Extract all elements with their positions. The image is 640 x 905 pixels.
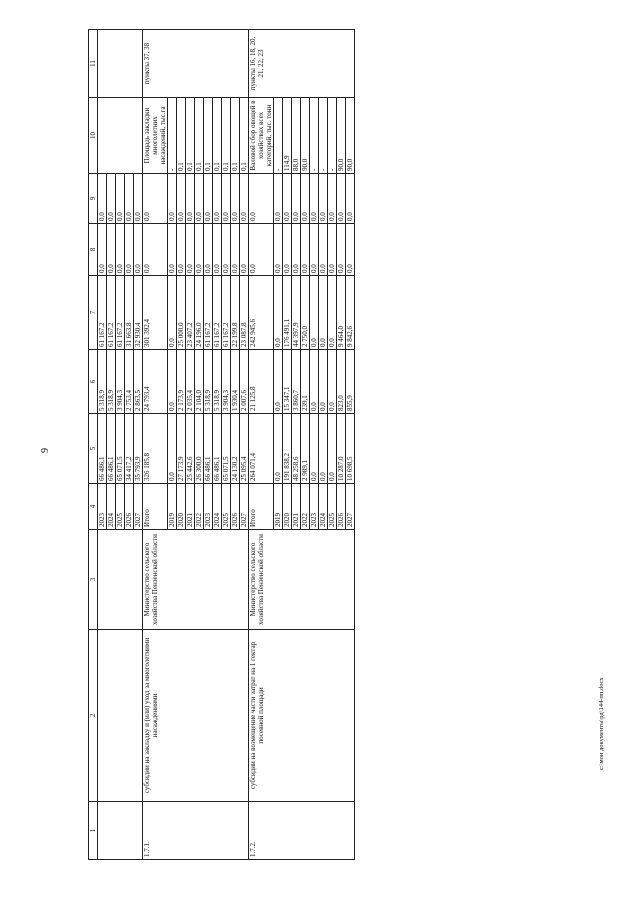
table-cell: - <box>328 98 337 174</box>
table-cell: 2019 <box>274 484 283 530</box>
table-cell: 35 793,9 <box>134 414 143 484</box>
table-cell: 0,0 <box>222 224 231 276</box>
table-cell: 2 035,4 <box>186 350 195 414</box>
table-cell: - <box>168 98 177 174</box>
table-cell: 0,0 <box>98 224 107 276</box>
table-cell: 25 095,4 <box>240 414 249 484</box>
total-cell: 24 793,4 <box>143 350 168 414</box>
table-cell: 26 300,0 <box>195 414 204 484</box>
table-cell: 0,0 <box>328 224 337 276</box>
table-cell: 0,0 <box>177 174 186 224</box>
table-cell: 0,0 <box>319 174 328 224</box>
table-cell: 90,0 <box>301 98 310 174</box>
column-header: 10 <box>89 98 98 174</box>
total-cell: 21 125,8 <box>249 350 274 414</box>
table-cell: 0,0 <box>328 174 337 224</box>
table-cell: 25 000,0 <box>177 276 186 350</box>
table-cell: 0,1 <box>231 98 240 174</box>
table-cell: 5 318,9 <box>213 350 222 414</box>
table-cell: 0,0 <box>134 224 143 276</box>
table-cell: 0,0 <box>337 174 346 224</box>
column-header: 5 <box>89 414 98 484</box>
table-cell: 25 442,6 <box>186 414 195 484</box>
table-cell: 61 167,2 <box>107 276 116 350</box>
table-cell: 3 904,3 <box>222 350 231 414</box>
table-cell: - <box>310 98 319 174</box>
table-cell: 27 173,9 <box>177 414 186 484</box>
table-cell: 114,9 <box>283 98 292 174</box>
table-cell: 0,0 <box>240 224 249 276</box>
table-cell: 2025 <box>328 484 337 530</box>
table-cell: 0,0 <box>177 224 186 276</box>
table-cell: 0,0 <box>134 174 143 224</box>
table-cell: 65 071,5 <box>116 414 125 484</box>
table-cell: 823,0 <box>337 350 346 414</box>
table-cell: 0,0 <box>310 414 319 484</box>
table-cell: 2020 <box>283 484 292 530</box>
footer-path: c:\мои документы\рд\144-пп.docx <box>598 677 605 770</box>
table-cell: 191 838,2 <box>283 414 292 484</box>
table-cell: 0,1 <box>204 98 213 174</box>
executor: Министерство сельского хозяйства Пензенской области <box>143 530 249 630</box>
table-cell: 0,0 <box>319 224 328 276</box>
table-cell: 0,0 <box>319 414 328 484</box>
table-cell: 61 167,2 <box>98 276 107 350</box>
table-cell: 2 753,4 <box>125 350 134 414</box>
table-cell: 2 007,6 <box>240 350 249 414</box>
table-cell: 0,0 <box>301 224 310 276</box>
table-cell: 23 407,2 <box>186 276 195 350</box>
table-cell: 0,0 <box>116 224 125 276</box>
table-cell: 0,0 <box>213 174 222 224</box>
table-cell: 855,9 <box>346 350 355 414</box>
table-cell: 0,0 <box>168 414 177 484</box>
table-cell: 0,0 <box>337 224 346 276</box>
table-cell: 2021 <box>292 484 301 530</box>
column-header: 11 <box>89 30 98 98</box>
item-name: субсидии на возмещение части затрат на 1 гектар посевной площади <box>249 630 355 802</box>
table-cell: 61 167,2 <box>213 276 222 350</box>
table-cell: 0,0 <box>204 224 213 276</box>
table-cell: 0,0 <box>301 174 310 224</box>
table-cell: 0,0 <box>116 174 125 224</box>
column-header: 3 <box>89 530 98 630</box>
table-cell: 24 196,0 <box>195 276 204 350</box>
table-cell: 2026 <box>125 484 134 530</box>
table-cell: 5 318,9 <box>204 350 213 414</box>
table-cell: 2027 <box>134 484 143 530</box>
table-cell: 88,0 <box>292 98 301 174</box>
table-cell: 0,1 <box>195 98 204 174</box>
table-cell: 2022 <box>301 484 310 530</box>
table-cell: 239,1 <box>301 350 310 414</box>
table-cell: 61 167,2 <box>116 276 125 350</box>
table-cell: 0,0 <box>231 224 240 276</box>
header-row <box>89 30 98 860</box>
empty-cell <box>98 98 143 174</box>
column-header: 7 <box>89 276 98 350</box>
table-cell: 5 318,9 <box>98 350 107 414</box>
table-cell: 0,1 <box>177 98 186 174</box>
table-cell: 0,0 <box>213 224 222 276</box>
column-header: 1 <box>89 802 98 860</box>
table-cell: 0,0 <box>195 224 204 276</box>
empty-cell <box>98 30 143 98</box>
table-cell: 0,0 <box>186 224 195 276</box>
table-cell: 0,0 <box>274 276 283 350</box>
table-cell: 0,0 <box>319 276 328 350</box>
table-cell: 32 930,4 <box>134 276 143 350</box>
table-cell: 0,0 <box>328 350 337 414</box>
table-cell: 0,0 <box>274 350 283 414</box>
table-cell: 2024 <box>319 484 328 530</box>
table-cell: 90,0 <box>337 98 346 174</box>
table-cell: 0,0 <box>107 224 116 276</box>
table-cell: 2025 <box>116 484 125 530</box>
column-header: 2 <box>89 630 98 802</box>
table-cell: 0,0 <box>328 276 337 350</box>
table-cell: - <box>274 98 283 174</box>
table-cell: 0,0 <box>195 174 204 224</box>
table-cell: 0,0 <box>328 414 337 484</box>
table-cell: 48 258,6 <box>292 414 301 484</box>
table-cell: 0,0 <box>168 174 177 224</box>
table-cell: 23 087,8 <box>240 276 249 350</box>
table-cell: 0,1 <box>213 98 222 174</box>
table-cell: 0,0 <box>274 224 283 276</box>
table-cell: 66 486,1 <box>213 414 222 484</box>
table-cell: 2 173,9 <box>177 350 186 414</box>
table-cell: 0,0 <box>125 174 134 224</box>
table-cell: 65 071,5 <box>222 414 231 484</box>
table-cell: 0,0 <box>125 224 134 276</box>
table-cell: 0,0 <box>204 174 213 224</box>
total-row <box>143 30 168 860</box>
table-cell: 2020 <box>177 484 186 530</box>
total-cell: 0,0 <box>143 224 168 276</box>
table-cell: 0,1 <box>222 98 231 174</box>
empty-cell <box>98 630 143 802</box>
table-cell: 0,0 <box>168 350 177 414</box>
total-cell: 0,0 <box>143 174 168 224</box>
table-cell: 1 930,4 <box>231 350 240 414</box>
table-cell: 0,0 <box>283 224 292 276</box>
table-cell: 3 904,3 <box>116 350 125 414</box>
table-cell: 2024 <box>107 484 116 530</box>
table-cell: 0,0 <box>319 350 328 414</box>
table-cell: 9 464,0 <box>337 276 346 350</box>
table-cell: 34 417,2 <box>125 414 134 484</box>
total-cell: 0,0 <box>249 174 274 224</box>
table-cell: 24 130,2 <box>231 414 240 484</box>
table-cell: 31 663,8 <box>125 276 134 350</box>
table-cell: 3 860,7 <box>292 350 301 414</box>
program-table <box>88 29 355 860</box>
table-cell: 0,0 <box>240 174 249 224</box>
table-cell: 2026 <box>231 484 240 530</box>
table-cell: 2027 <box>346 484 355 530</box>
indicator-name: Площадь закладки многолетних насаждений, тыс.га <box>143 98 168 174</box>
table-cell: 0,0 <box>346 224 355 276</box>
table-cell: 176 491,1 <box>283 276 292 350</box>
rotated-table-container <box>88 30 548 860</box>
table-cell: - <box>319 98 328 174</box>
table-cell: 2023 <box>204 484 213 530</box>
total-cell: 0,0 <box>249 224 274 276</box>
table-cell: 9 842,6 <box>346 276 355 350</box>
table-cell: 0,0 <box>310 276 319 350</box>
table-cell: 0,0 <box>98 174 107 224</box>
table-cell: 66 486,1 <box>204 414 213 484</box>
table-cell: 0,1 <box>186 98 195 174</box>
table-cell: 2025 <box>222 484 231 530</box>
table-cell: 2 989,1 <box>301 414 310 484</box>
table-cell: 2023 <box>310 484 319 530</box>
table-cell: 2 863,5 <box>134 350 143 414</box>
empty-cell <box>98 530 143 630</box>
table-cell: 0,0 <box>274 174 283 224</box>
column-header: 6 <box>89 350 98 414</box>
item-number: 1.7.2. <box>249 802 355 860</box>
table-cell: 0,0 <box>168 276 177 350</box>
column-header: 9 <box>89 174 98 224</box>
table-cell: 0,0 <box>346 174 355 224</box>
table-cell: 61 167,2 <box>204 276 213 350</box>
table-cell: 0,0 <box>292 224 301 276</box>
total-cell: Итого <box>249 484 274 530</box>
total-cell: 264 071,4 <box>249 414 274 484</box>
total-cell: Итого <box>143 484 168 530</box>
table-cell: 0,0 <box>310 350 319 414</box>
table-cell: 2027 <box>240 484 249 530</box>
table-row <box>98 30 107 860</box>
total-cell: 301 392,4 <box>143 276 168 350</box>
table-cell: 66 486,1 <box>107 414 116 484</box>
column-header: 8 <box>89 224 98 276</box>
table-cell: 2 104,0 <box>195 350 204 414</box>
table-cell: 0,0 <box>107 174 116 224</box>
points-ref: пункты 16, 18, 20, 21, 22, 23 <box>249 30 355 98</box>
table-cell: 2 750,0 <box>301 276 310 350</box>
table-body <box>89 30 355 860</box>
table-cell: 0,0 <box>310 174 319 224</box>
empty-cell <box>98 802 143 860</box>
table-cell: 2024 <box>213 484 222 530</box>
table-cell: 61 167,2 <box>222 276 231 350</box>
column-header: 4 <box>89 484 98 530</box>
table-cell: 0,1 <box>240 98 249 174</box>
total-cell: 326 185,8 <box>143 414 168 484</box>
table-cell: 44 397,9 <box>292 276 301 350</box>
table-cell: 2023 <box>98 484 107 530</box>
table-cell: 0,0 <box>274 414 283 484</box>
table-cell: 0,0 <box>186 174 195 224</box>
table-cell: 15 347,1 <box>283 350 292 414</box>
total-cell: 242 945,6 <box>249 276 274 350</box>
table-cell: 2019 <box>168 484 177 530</box>
page-number: 9 <box>40 448 51 453</box>
points-ref: пункты 37, 38 <box>143 30 249 98</box>
table-cell: 0,0 <box>168 224 177 276</box>
executor: Министерство сельского хозяйства Пензенской области <box>249 530 355 630</box>
item-number: 1.7.1. <box>143 802 249 860</box>
table-cell: 90,0 <box>346 98 355 174</box>
table-cell: 10 698,5 <box>346 414 355 484</box>
table-cell: 22 199,8 <box>231 276 240 350</box>
table-cell: 0,0 <box>231 174 240 224</box>
table-cell: 0,0 <box>310 224 319 276</box>
table-cell: 0,0 <box>283 174 292 224</box>
table-cell: 2021 <box>186 484 195 530</box>
table-cell: 0,0 <box>222 174 231 224</box>
table-cell: 0,0 <box>292 174 301 224</box>
table-cell: 10 287,0 <box>337 414 346 484</box>
table-cell: 2026 <box>337 484 346 530</box>
table-cell: 66 486,1 <box>98 414 107 484</box>
table-cell: 2022 <box>195 484 204 530</box>
indicator-name: Валовой сбор овощей в хозяйствах всех категорий, тыс. тонн <box>249 98 274 174</box>
table-cell: 5 318,9 <box>107 350 116 414</box>
item-name: субсидии на закладку и (или) уход за многолетними насаждениями <box>143 630 249 802</box>
total-row <box>249 30 274 860</box>
